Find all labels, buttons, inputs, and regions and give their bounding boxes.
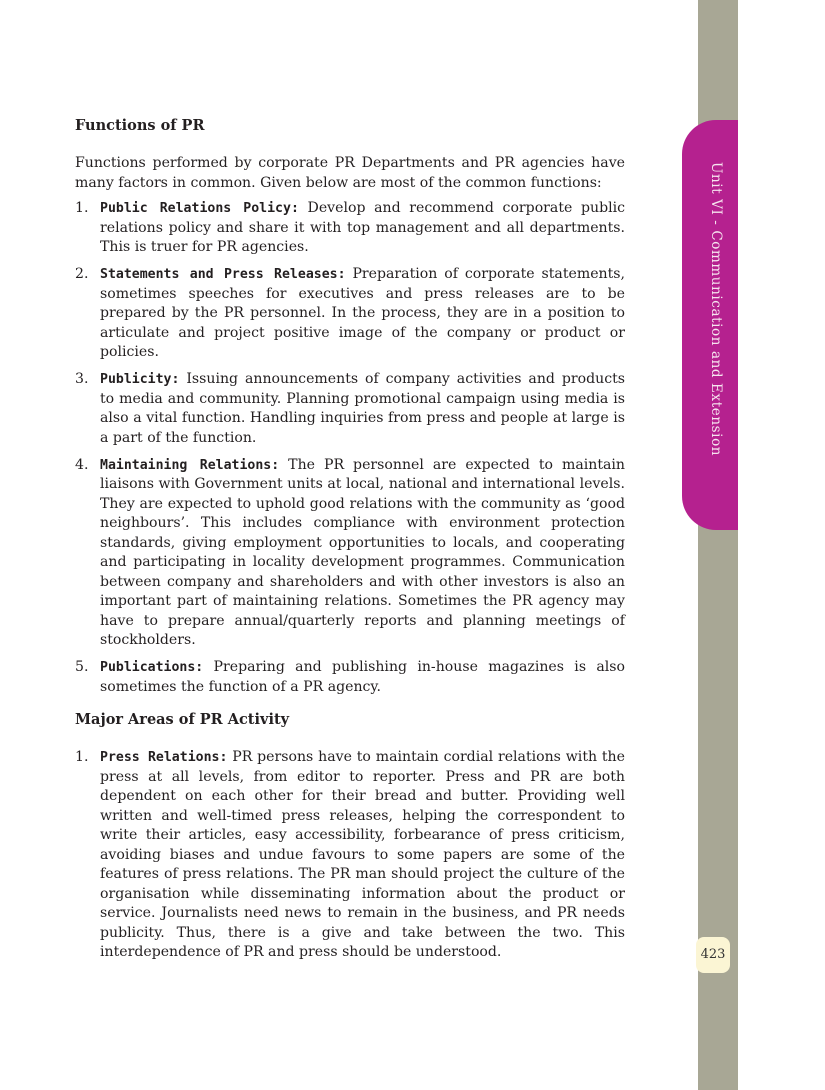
intro-paragraph: Functions performed by corporate PR Departments and PR agencies have many factors in common. Given below are most of the common functions:	[75, 155, 625, 191]
areas-heading: Major Areas of PR Activity	[75, 711, 290, 728]
unit-label: Unit VI - Communication and Extension	[708, 162, 724, 457]
list-item	[75, 199, 625, 258]
list-item	[75, 265, 625, 363]
areas-list	[75, 748, 625, 963]
item-term: Statements and Press Releases:	[100, 267, 346, 282]
item-text: Preparing and publishing in-house magazines is also sometimes the function of a PR agency.	[100, 659, 625, 695]
item-text: PR persons have to maintain cordial relations with the press at all levels, from editor to reporter. Press and PR are both dependent on each other for their bread and butter. Providing well written and well-timed press releases, helping the correspondent to write their articles, easy accessibility, forbearance of press criticism, avoiding biases and undue favours to some papers are some of the features of press relations. The PR man should project the culture of the organisation while disseminating information about the product or service. Journalists need news to remain in the business, and PR needs publicity. Thus, there is a give and take between the two. This interdependence of PR and press should be understood.	[100, 749, 625, 960]
item-term: Public Relations Policy:	[100, 201, 299, 216]
list-item	[75, 456, 625, 651]
item-number: 3.	[75, 371, 89, 387]
functions-list	[75, 199, 625, 697]
item-text: Issuing announcements of company activities and products to media and community. Planning promotional campaign using media is also a vital function. Handling inquiries from press and people at large is a part of the function.	[100, 371, 625, 446]
list-item	[75, 658, 625, 697]
list-item	[75, 370, 625, 448]
item-number: 2.	[75, 266, 89, 282]
list-item	[75, 748, 625, 963]
item-number: 1.	[75, 749, 89, 765]
item-term: Publicity:	[100, 372, 180, 387]
item-text: The PR personnel are expected to maintain liaisons with Government units at local, national and international levels. They are expected to uphold good relations with the community as ‘good neighbours’. This includes compliance with environment protection standards, giving employment opportunities to locals, and cooperating and participating in locality development programmes. Communication between company and shareholders and with other investors is also an important part of maintaining relations. Sometimes the PR agency may have to prepare annual/quarterly reports and planning meetings of stockholders.	[100, 456, 626, 648]
item-term: Publications:	[100, 660, 204, 675]
item-text: Develop and recommend corporate public relations policy and share it with top management and all departments. This is truer for PR agencies.	[100, 200, 625, 255]
item-number: 5.	[75, 659, 89, 675]
item-number: 1.	[75, 200, 89, 216]
item-term: Maintaining Relations:	[100, 457, 280, 473]
item-number: 4.	[75, 456, 89, 473]
functions-heading: Functions of PR	[75, 117, 205, 134]
item-text: Preparation of corporate statements, sometimes speeches for executives and press releases are to be prepared by the PR personnel. In the process, they are in a position to articulate and project positive image of the company or product or policies.	[100, 266, 625, 360]
item-term: Press Relations:	[100, 750, 228, 765]
main-content	[75, 116, 625, 970]
page-number: 423	[696, 937, 730, 973]
